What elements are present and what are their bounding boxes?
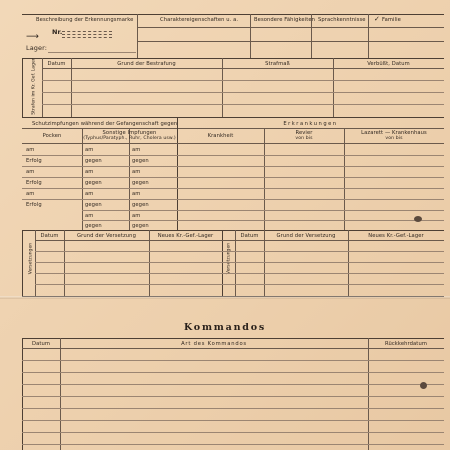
pocken-row-2: Erfolg bbox=[26, 158, 42, 164]
strafen-bottom bbox=[22, 117, 444, 118]
vers-r-col-datum: Datum bbox=[240, 233, 259, 239]
vacc-row-line-2 bbox=[22, 166, 444, 167]
top-border bbox=[22, 14, 444, 15]
kommandos-row-7 bbox=[22, 432, 444, 433]
kommandos-col-rueckkehr: Rückkehrdatum bbox=[384, 341, 427, 347]
punch-hole-icon bbox=[420, 382, 427, 389]
vacc-mid-row-2: gegen bbox=[85, 158, 102, 164]
kommandos-row-2 bbox=[22, 372, 444, 373]
strafen-left-border bbox=[22, 58, 23, 117]
vers-left-border bbox=[22, 230, 23, 296]
vacc-col-sonstige: Sonstige Impfungen bbox=[102, 130, 157, 136]
vacc-mid-row-3: am bbox=[85, 169, 94, 175]
strafen-col-verbuesst: Verbüßt, Datum bbox=[367, 61, 410, 67]
lager-label: Lager: bbox=[26, 44, 48, 52]
kommandos-row-3 bbox=[22, 384, 444, 385]
vers-row-3 bbox=[35, 273, 444, 274]
pocken-row-4: Erfolg bbox=[26, 180, 42, 186]
pocken-row-5: am bbox=[26, 191, 35, 197]
vacc-right-row-4: gegen bbox=[132, 180, 149, 186]
vacc-mid-row-8: gegen bbox=[85, 223, 102, 229]
kommandos-row-1 bbox=[22, 360, 444, 361]
family-label: Familie bbox=[382, 17, 401, 23]
vers-r-col-lager: Neues Kr.-Gef.-Lager bbox=[368, 233, 424, 239]
vacc-mid-row-7: am bbox=[85, 213, 94, 219]
kommandos-row-6 bbox=[22, 420, 444, 421]
vaccination-header: Schutzimpfungen während der Gefangenschaft gegen bbox=[32, 121, 178, 127]
vers-row-2 bbox=[35, 262, 444, 263]
top-divider-3 bbox=[311, 14, 312, 58]
vacc-row-line-1 bbox=[22, 155, 444, 156]
top-row-line-2 bbox=[137, 41, 444, 42]
description-label: Beschreibung der Erkennungsmarke bbox=[36, 17, 134, 23]
nr-line bbox=[62, 31, 112, 32]
top-bottom-border bbox=[22, 58, 444, 59]
kommandos-top bbox=[22, 338, 444, 339]
vacc-col-sonstige-sub: (Typhus/Paratyph., Ruhr, Cholera usw.) bbox=[83, 136, 176, 141]
vacc-row-line-5 bbox=[22, 199, 444, 200]
stamp-mark-icon: ⟶ bbox=[26, 32, 40, 42]
vacc-right-row-7: am bbox=[132, 213, 141, 219]
kommandos-row-4 bbox=[22, 396, 444, 397]
vacc-row-line-6 bbox=[82, 210, 444, 211]
paper-fold bbox=[0, 296, 450, 299]
kommandos-row-5 bbox=[22, 408, 444, 409]
vacc-mid-row-6: gegen bbox=[85, 202, 102, 208]
illness-header: Erkrankungen bbox=[283, 121, 338, 127]
ill-col-revier: Revier bbox=[295, 130, 313, 136]
kommandos-col-datum: Datum bbox=[31, 341, 51, 347]
pocken-row-3: am bbox=[26, 169, 35, 175]
vers-row-1 bbox=[35, 251, 444, 252]
vacc-row-line-3 bbox=[22, 177, 444, 178]
vacc-right-row-1: am bbox=[132, 147, 141, 153]
kommandos-col-1 bbox=[60, 338, 61, 450]
kommandos-col-art: Art des Kommandos bbox=[181, 341, 247, 347]
strafen-side-label: Strafen im Kr. Gef. Lager bbox=[31, 58, 37, 115]
vacc-mid-row-1: am bbox=[85, 147, 94, 153]
strafen-row-2 bbox=[42, 92, 444, 93]
vacc-subhead-line bbox=[22, 143, 444, 144]
character-label: Charaktereigenschaften u. a. bbox=[160, 17, 239, 23]
vacc-row-line-4 bbox=[22, 188, 444, 189]
language-label: Sprachkenntnisse bbox=[318, 17, 366, 23]
versetzungen-side-label-right: Versetzungen bbox=[226, 242, 232, 275]
versetzungen-side-label-left: Versetzungen bbox=[28, 242, 34, 275]
strafen-row-1 bbox=[42, 80, 444, 81]
abilities-label: Besondere Fähigkeiten bbox=[254, 17, 316, 23]
kommandos-title: Kommandos bbox=[183, 322, 267, 333]
vacc-row-line-7 bbox=[82, 220, 444, 221]
vacc-mid-row-5: am bbox=[85, 191, 94, 197]
nr-line-3 bbox=[62, 37, 112, 38]
vacc-right-row-3: am bbox=[132, 169, 141, 175]
pocken-row-1: am bbox=[26, 147, 35, 153]
vers-l-col-datum: Datum bbox=[40, 233, 59, 239]
ill-col-krankheit: Krankheit bbox=[207, 133, 234, 139]
strafen-head-line bbox=[42, 68, 444, 69]
checkmark-icon: ✓ bbox=[374, 15, 380, 23]
vers-r-col-grund: Grund der Versetzung bbox=[276, 233, 336, 239]
ill-col-revier-sub: von bis bbox=[295, 136, 313, 141]
top-divider-1 bbox=[137, 14, 138, 58]
vacc-right-row-2: gegen bbox=[132, 158, 149, 164]
vacc-mid-row-4: gegen bbox=[85, 180, 102, 186]
ill-col-lazarett-sub: von bis bbox=[385, 136, 403, 141]
top-divider-4 bbox=[368, 14, 369, 58]
vacc-bottom bbox=[22, 230, 444, 231]
pocken-row-6: Erfolg bbox=[26, 202, 42, 208]
kommandos-col-2 bbox=[368, 338, 369, 450]
vacc-col-pocken: Pocken bbox=[42, 133, 62, 139]
kommandos-row-8 bbox=[22, 444, 444, 445]
vers-row-4 bbox=[35, 284, 444, 285]
vacc-head-line bbox=[22, 128, 444, 129]
ill-col-lazarett: Lazarett — Krankenhaus bbox=[361, 130, 427, 136]
vacc-right-row-6: gegen bbox=[132, 202, 149, 208]
top-divider-2 bbox=[250, 14, 251, 58]
nr-line-2 bbox=[62, 34, 112, 35]
vers-l-col-lager: Neues Kr.-Gef.-Lager bbox=[157, 233, 214, 239]
strafen-col-strafmass: Strafmaß bbox=[265, 61, 290, 67]
kommandos-left bbox=[22, 338, 23, 450]
vers-l-col-grund: Grund der Versetzung bbox=[77, 233, 136, 239]
kommandos-head-line bbox=[22, 348, 444, 349]
nr-label: Nr. bbox=[52, 28, 63, 36]
punch-hole-icon bbox=[414, 216, 422, 222]
strafen-col-grund: Grund der Bestrafung bbox=[117, 61, 176, 67]
vacc-right-row-8: gegen bbox=[132, 223, 149, 229]
strafen-col-datum: Datum bbox=[47, 61, 66, 67]
vacc-right-row-5: am bbox=[132, 191, 141, 197]
lager-line bbox=[48, 52, 136, 53]
top-row-line-1 bbox=[137, 27, 444, 28]
vers-head-line bbox=[35, 240, 444, 241]
strafen-row-3 bbox=[42, 104, 444, 105]
